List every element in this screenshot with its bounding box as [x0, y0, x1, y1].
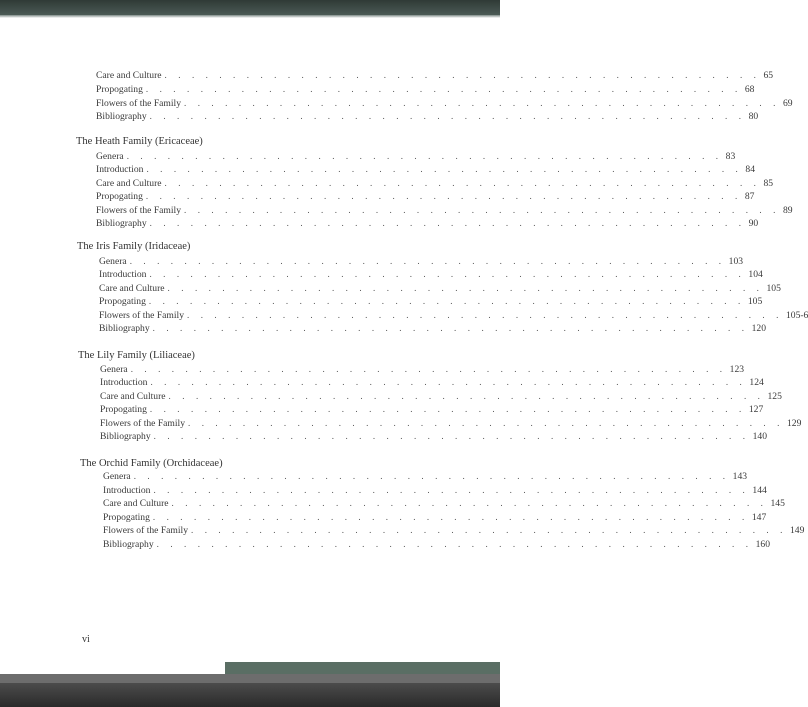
toc-entry-label: Introduction — [100, 377, 148, 388]
toc-entry-page: 145 — [770, 498, 785, 509]
toc-entry[interactable] — [103, 539, 770, 552]
toc-entry[interactable] — [100, 377, 764, 390]
toc-entry[interactable] — [99, 310, 808, 323]
dot-leader: . . . . . . . . . . . . . . . . . . . . . . . . . . . . . . . . . . . . . . . . . . . . — [146, 164, 743, 174]
dot-leader: . . . . . . . . . . . . . . . . . . . . . . . . . . . . . . . . . . . . . . . . . . . . — [153, 431, 750, 441]
toc-entry-label: Flowers of the Family — [96, 205, 182, 216]
section-title[interactable]: The Lily Family (Liliaceae) — [78, 350, 195, 361]
toc-entry[interactable] — [96, 151, 736, 164]
toc-entry[interactable] — [103, 512, 767, 525]
dot-leader: . . . . . . . . . . . . . . . . . . . . . . . . . . . . . . . . . . . . . . . . . . . . — [167, 283, 764, 293]
toc-entry-page: 105 — [747, 296, 763, 307]
toc-entry-page: 149 — [789, 525, 805, 536]
toc-entry[interactable] — [99, 323, 766, 336]
dot-leader: . . . . . . . . . . . . . . . . . . . . . . . . . . . . . . . . . . . . . . . . . . . . — [191, 525, 787, 535]
toc-entry-page: 83 — [725, 151, 736, 162]
dot-leader: . . . . . . . . . . . . . . . . . . . . . . . . . . . . . . . . . . . . . . . . . . . . — [149, 218, 746, 228]
toc-entry-label: Introduction — [103, 485, 151, 496]
toc-entry-label: Bibliography — [99, 323, 150, 334]
toc-entry-label: Genera — [103, 471, 131, 482]
toc-entry-page: 89 — [782, 205, 793, 216]
section-title[interactable]: The Orchid Family (Orchidaceae) — [80, 458, 223, 469]
toc-entry-page: 80 — [748, 111, 759, 122]
toc-entry[interactable] — [96, 178, 774, 191]
toc-entry[interactable] — [96, 70, 774, 83]
dot-leader: . . . . . . . . . . . . . . . . . . . . . . . . . . . . . . . . . . . . . . . . . . . . — [149, 111, 746, 121]
toc-entry[interactable] — [96, 111, 759, 124]
dot-leader: . . . . . . . . . . . . . . . . . . . . . . . . . . . . . . . . . . . . . . . . . . . . — [164, 70, 761, 80]
toc-entry-page: 160 — [755, 539, 770, 550]
toc-entry-label: Bibliography — [103, 539, 154, 550]
toc-entry-label: Genera — [99, 256, 127, 267]
toc-entry-label: Bibliography — [100, 431, 151, 442]
toc-entry-label: Care and Culture — [99, 283, 165, 294]
toc-entry-page: 69 — [782, 98, 793, 109]
toc-entry-page: 125 — [767, 391, 782, 402]
dot-leader: . . . . . . . . . . . . . . . . . . . . . . . . . . . . . . . . . . . . . . . . . . . . — [171, 498, 768, 508]
dot-leader: . . . . . . . . . . . . . . . . . . . . . . . . . . . . . . . . . . . . . . . . . . . . — [156, 539, 753, 549]
toc-entry[interactable] — [99, 296, 763, 309]
scan-bottom-strip-grey — [0, 674, 500, 683]
toc-entry-label: Flowers of the Family — [99, 310, 185, 321]
toc-entry[interactable] — [99, 256, 744, 269]
scan-bottom-strip-green — [225, 662, 500, 674]
toc-entry-page: 129 — [786, 418, 802, 429]
toc-entry[interactable] — [100, 404, 764, 417]
toc-entry-page: 103 — [728, 256, 744, 267]
toc-entry[interactable] — [103, 471, 748, 484]
toc-entry-page: 120 — [751, 323, 766, 334]
dot-leader: . . . . . . . . . . . . . . . . . . . . . . . . . . . . . . . . . . . . . . . . . . . . — [145, 191, 742, 201]
toc-entry-page: 140 — [752, 431, 767, 442]
scan-top-shadow — [0, 15, 500, 18]
toc-entry-label: Propogating — [96, 84, 143, 95]
dot-leader: . . . . . . . . . . . . . . . . . . . . . . . . . . . . . . . . . . . . . . . . . . . . — [188, 418, 784, 428]
scan-bottom-edge — [0, 683, 500, 707]
toc-entry-label: Flowers of the Family — [103, 525, 189, 536]
toc-entry-page: 144 — [752, 485, 767, 496]
toc-entry-page: 84 — [745, 164, 755, 175]
dot-leader: . . . . . . . . . . . . . . . . . . . . . . . . . . . . . . . . . . . . . . . . . . . . — [164, 178, 761, 188]
scan-top-edge — [0, 0, 500, 15]
dot-leader: . . . . . . . . . . . . . . . . . . . . . . . . . . . . . . . . . . . . . . . . . . . . — [184, 205, 780, 215]
dot-leader: . . . . . . . . . . . . . . . . . . . . . . . . . . . . . . . . . . . . . . . . . . . . — [187, 310, 783, 320]
toc-entry-page: 68 — [744, 84, 755, 95]
toc-entry-label: Bibliography — [96, 111, 147, 122]
toc-entry-page: 90 — [748, 218, 759, 229]
toc-entry[interactable] — [100, 418, 802, 431]
dot-leader: . . . . . . . . . . . . . . . . . . . . . . . . . . . . . . . . . . . . . . . . . . . . — [126, 151, 723, 161]
toc-entry-page: 124 — [749, 377, 764, 388]
toc-entry-label: Propogating — [99, 296, 146, 307]
section-title[interactable]: The Heath Family (Ericaceae) — [76, 136, 203, 147]
dot-leader: . . . . . . . . . . . . . . . . . . . . . . . . . . . . . . . . . . . . . . . . . . . . — [129, 256, 726, 266]
toc-entry-label: Bibliography — [96, 218, 147, 229]
toc-entry[interactable] — [99, 269, 763, 282]
toc-entry[interactable] — [96, 84, 755, 97]
toc-entry-label: Care and Culture — [100, 391, 166, 402]
toc-entry-page: 65 — [763, 70, 774, 81]
toc-entry-label: Flowers of the Family — [100, 418, 186, 429]
dot-leader: . . . . . . . . . . . . . . . . . . . . . . . . . . . . . . . . . . . . . . . . . . . . — [145, 84, 742, 94]
toc-entry[interactable] — [103, 525, 805, 538]
toc-entry[interactable] — [96, 191, 755, 204]
toc-entry[interactable] — [96, 218, 759, 231]
dot-leader: . . . . . . . . . . . . . . . . . . . . . . . . . . . . . . . . . . . . . . . . . . . . — [149, 404, 746, 414]
dot-leader: . . . . . . . . . . . . . . . . . . . . . . . . . . . . . . . . . . . . . . . . . . . . — [148, 296, 745, 306]
toc-entry-label: Flowers of the Family — [96, 98, 182, 109]
toc-entry-label: Care and Culture — [103, 498, 169, 509]
toc-entry[interactable] — [96, 164, 755, 177]
dot-leader: . . . . . . . . . . . . . . . . . . . . . . . . . . . . . . . . . . . . . . . . . . . . — [149, 269, 746, 279]
toc-entry-label: Care and Culture — [96, 178, 162, 189]
toc-entry[interactable] — [96, 98, 793, 111]
toc-entry[interactable] — [103, 485, 767, 498]
dot-leader: . . . . . . . . . . . . . . . . . . . . . . . . . . . . . . . . . . . . . . . . . . . . — [152, 323, 749, 333]
toc-entry[interactable] — [99, 283, 781, 296]
toc-entry-page: 105-6 — [785, 310, 808, 321]
dot-leader: . . . . . . . . . . . . . . . . . . . . . . . . . . . . . . . . . . . . . . . . . . . . — [130, 364, 727, 374]
toc-entry[interactable] — [96, 205, 793, 218]
toc-entry-page: 105 — [766, 283, 781, 294]
toc-entry-label: Propogating — [103, 512, 150, 523]
toc-entry-page: 143 — [732, 471, 748, 482]
dot-leader: . . . . . . . . . . . . . . . . . . . . . . . . . . . . . . . . . . . . . . . . . . . . — [184, 98, 780, 108]
dot-leader: . . . . . . . . . . . . . . . . . . . . . . . . . . . . . . . . . . . . . . . . . . . . — [133, 471, 730, 481]
toc-entry-page: 85 — [763, 178, 774, 189]
toc-entry-page: 147 — [751, 512, 767, 523]
toc-entry[interactable] — [100, 431, 767, 444]
toc-entry-label: Propogating — [100, 404, 147, 415]
toc-entry-label: Genera — [100, 364, 128, 375]
toc-entry-label: Care and Culture — [96, 70, 162, 81]
page-number: vi — [82, 634, 90, 645]
dot-leader: . . . . . . . . . . . . . . . . . . . . . . . . . . . . . . . . . . . . . . . . . . . . — [168, 391, 765, 401]
toc-entry-page: 123 — [729, 364, 745, 375]
toc-entry-label: Genera — [96, 151, 124, 162]
toc-entry-page: 104 — [748, 269, 763, 280]
section-title[interactable]: The Iris Family (Iridaceae) — [77, 241, 191, 252]
toc-entry-label: Introduction — [96, 164, 144, 175]
toc-entry-label: Introduction — [99, 269, 147, 280]
dot-leader: . . . . . . . . . . . . . . . . . . . . . . . . . . . . . . . . . . . . . . . . . . . . — [152, 512, 749, 522]
toc-entry[interactable] — [100, 364, 745, 377]
toc-entry[interactable] — [103, 498, 785, 511]
toc-entry[interactable] — [100, 391, 782, 404]
dot-leader: . . . . . . . . . . . . . . . . . . . . . . . . . . . . . . . . . . . . . . . . . . . . — [153, 485, 750, 495]
toc-entry-page: 127 — [748, 404, 764, 415]
toc-entry-page: 87 — [744, 191, 755, 202]
toc-entry-label: Propogating — [96, 191, 143, 202]
dot-leader: . . . . . . . . . . . . . . . . . . . . . . . . . . . . . . . . . . . . . . . . . . . . — [150, 377, 747, 387]
